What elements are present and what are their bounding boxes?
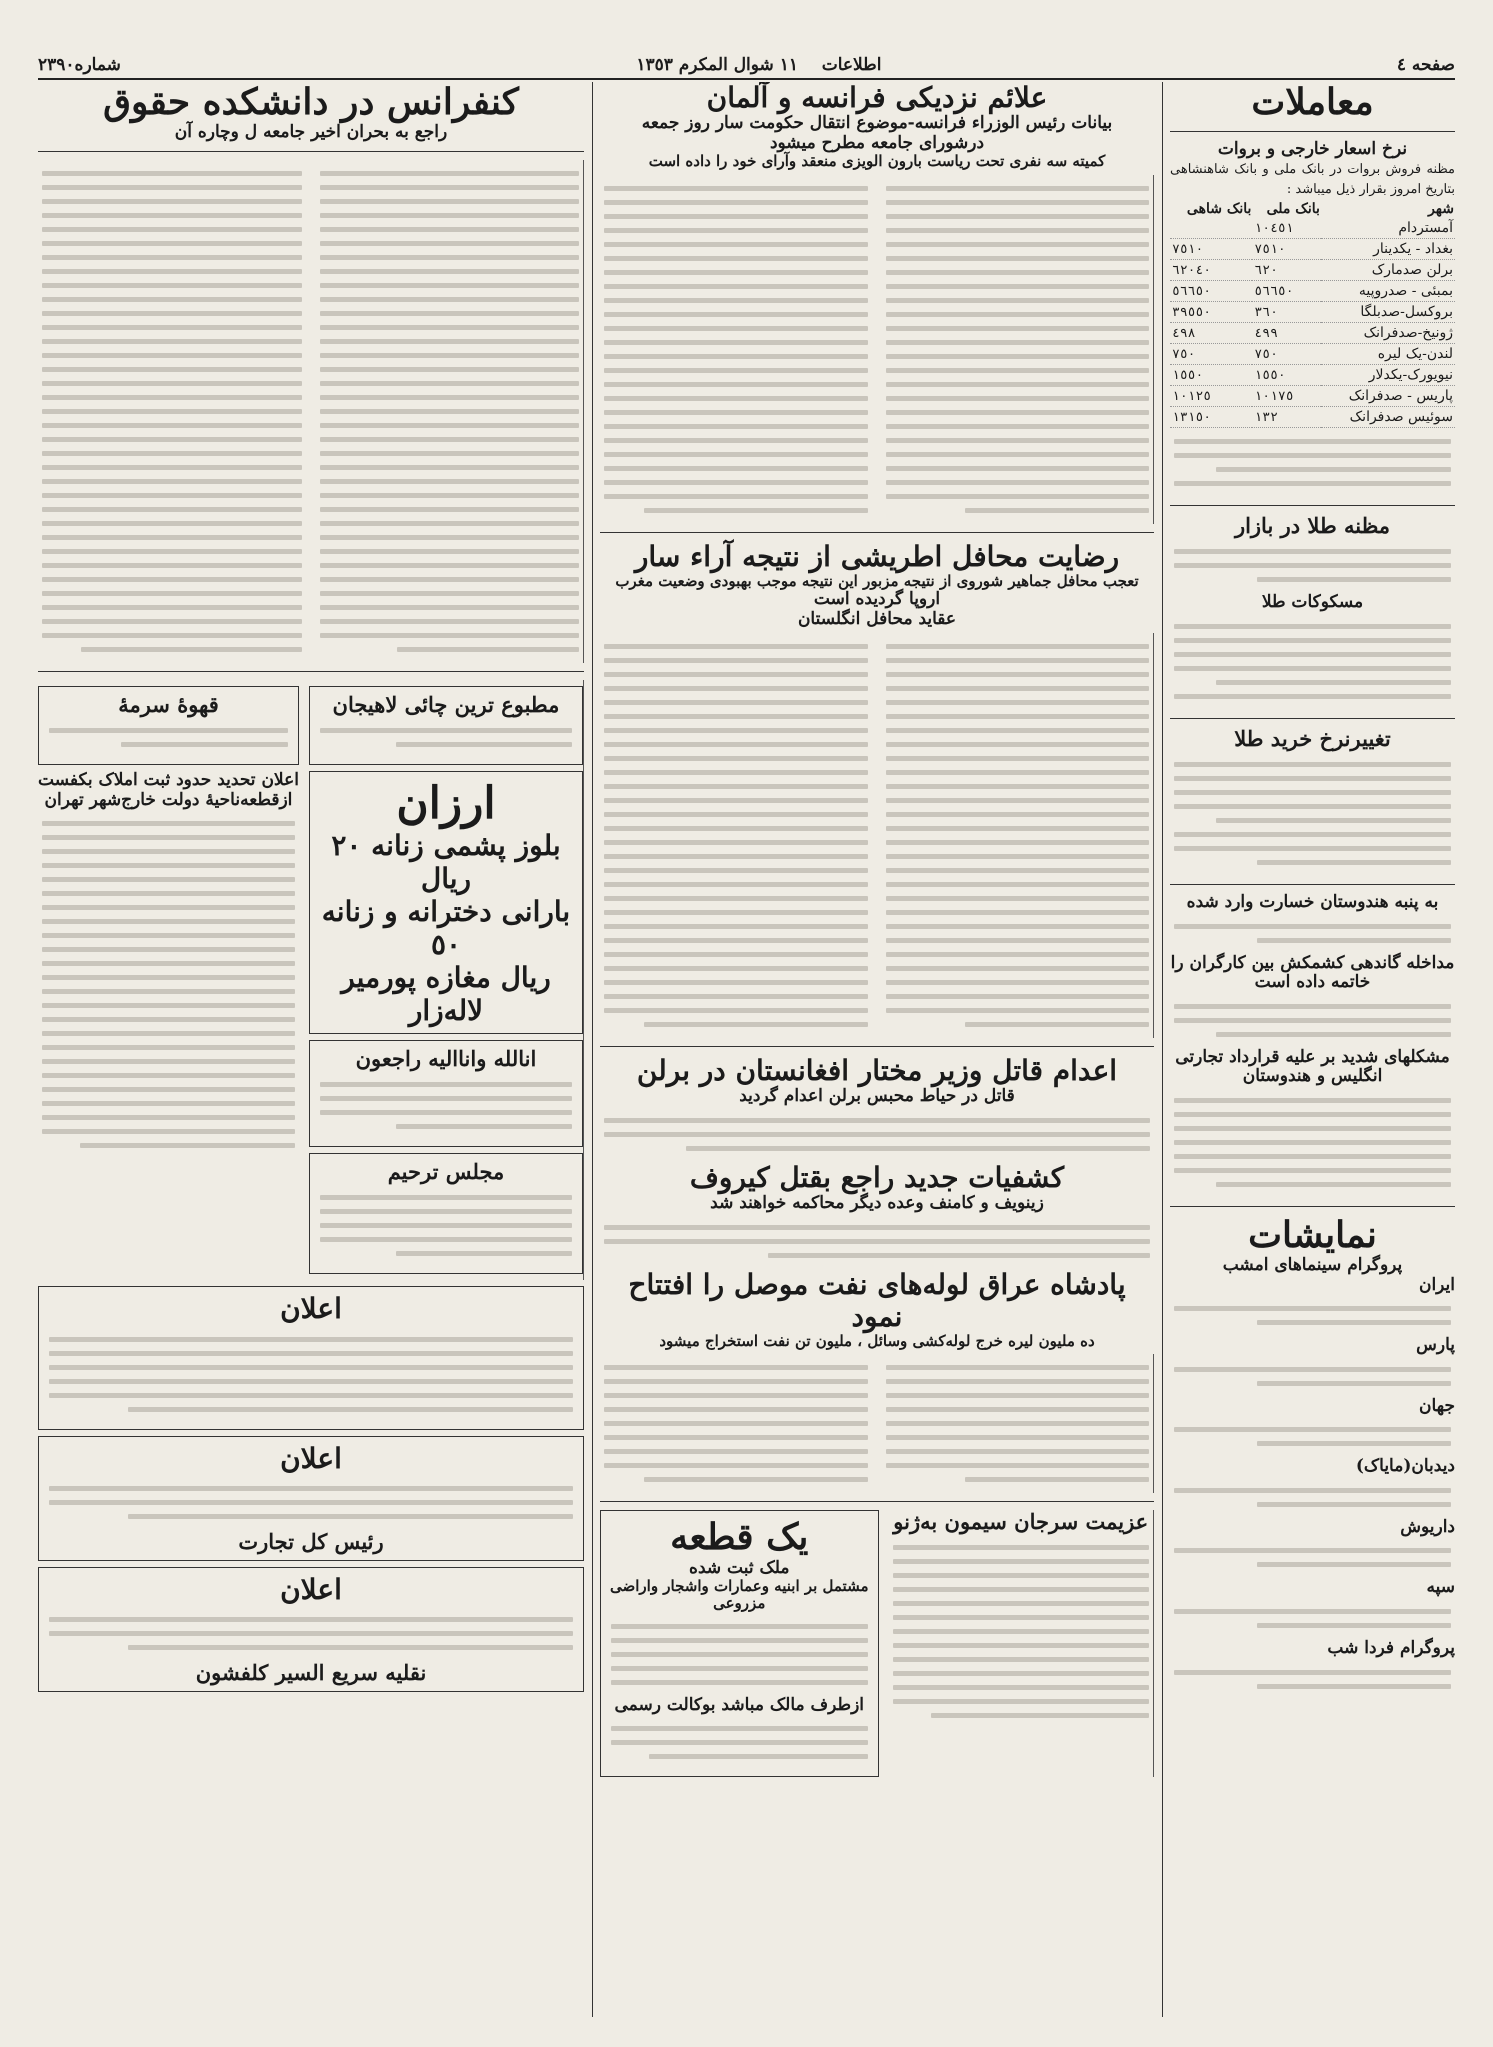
text-block [600,1354,872,1493]
tea-ad [309,686,583,765]
rates-row [1170,218,1455,239]
rates-value: ٧٥٠ [1170,344,1252,365]
subhead: درشورای جامعه مطرح میشود [769,132,985,153]
rates-city: نیویورک-یکدلار [1321,365,1455,386]
rates-city: سوئیس صدفرانک [1321,407,1455,428]
coffee-ad [38,686,299,765]
mourning-notice-2 [309,1153,583,1274]
notice-signer: رئیس کل تجارت [238,1528,384,1554]
cinema-entry [1170,1336,1455,1397]
rates-city: برلن صدمارک [1321,260,1455,281]
rates-row [1170,407,1455,428]
headline-afghan: اعدام قاتل وزیر مختار افغانستان در برلن [636,1054,1118,1088]
rates-row [1170,281,1455,302]
text-block [607,1715,872,1770]
headline-simon: عزیمت سرجان سیمون به‌ژنو [893,1509,1149,1535]
mourning-notice-1 [309,1040,583,1147]
rates-value: ١٣٢ [1252,407,1320,428]
cheap-clothes-ad [309,771,583,1034]
notice-2 [38,1436,584,1561]
rates-value: ٥٦٦٥٠ [1170,281,1252,302]
cinema-entry [1170,1518,1455,1579]
ad-sub: مشتمل بر ابنیه وعمارات واشجار واراضی مزروعی [610,1577,869,1613]
text-block [600,1214,1154,1269]
headline-austria: رضایت محافل اطریشی از نتیجه آراء سار [634,539,1120,573]
section-title: معاملات [1251,82,1374,123]
mourning-title: انالله وانااليه راجعون [355,1046,537,1072]
rates-row [1170,323,1455,344]
rates-value: ١٠١٧٥ [1252,386,1320,407]
text-block [600,1107,1154,1162]
masthead [38,52,1455,80]
cinema-name: داریوش [1400,1516,1455,1537]
rates-value [1170,218,1252,239]
rates-row [1170,239,1455,260]
rates-row [1170,386,1455,407]
cinema-name: ایران [1418,1274,1455,1295]
text-block [882,175,1155,524]
rates-city: آمستردام [1321,218,1455,239]
page-number: صفحه ٤ [1396,55,1455,75]
text-block [1170,428,1455,497]
rates-header: بانک شاهی [1186,201,1252,218]
subhead: قاتل در حیاط محبس برلن اعدام گردید [739,1086,1015,1107]
coffee-ad-title: قهوهٔ سرمهٔ [118,691,219,717]
rates-header: بانک ملی [1266,201,1320,218]
headline-conference: کنفرانس در دانشکده حقوق [103,82,519,123]
paper-name: اطلاعات [821,55,882,75]
shows-title: نمایشات [1248,1213,1377,1256]
text-block [882,633,1155,1038]
rates-value: ١٠٤٥١ [1252,218,1320,239]
rates-intro: مظنه فروش بروات در بانک ملی و بانک شاهنشاهی بتاریخ امروز بقرار ذیل میباشد : [1170,161,1455,198]
text-block [316,160,585,663]
agreement-title: مشکلهای شدید بر علیه قرارداد تجارتی انگلیس و هندوستان [1175,1046,1450,1087]
subhead: کمیته سه نفری تحت ریاست بارون الویزی منعقد وآرای خود را داده است [648,152,1106,171]
text-block [600,175,872,524]
notice-1 [38,1286,584,1429]
cinema-name: پروگرام فردا شب [1327,1638,1455,1658]
deed-sub: ازقطعه‌ناحیهٔ دولت خارج‌شهر تهران [44,789,293,810]
rates-header: شهر [1428,201,1454,218]
rates-value: ٤٩٩ [1252,323,1320,344]
gold-coins-title: مسکوکات طلا [1261,592,1364,613]
rates-value: ١٣١٥٠ [1170,407,1252,428]
notice-signer: نقلیه سریع السیر کلفشون [195,1660,427,1686]
text-block [1170,913,1455,954]
subhead: اروپا گردیده است [813,588,941,609]
cheap-ad-line: بلوز پشمی زنانه ٢٠ ریال [331,829,561,896]
rates-city: بمبئی - صدروپیه [1321,281,1455,302]
tea-ad-title: مطبوع ترین چائی لاهیجان [332,691,560,717]
rates-city: بغداد - یکدینار [1321,239,1455,260]
rates-city: بروکسل-صدبلگا [1321,302,1455,323]
ad-title: یک قطعه [670,1516,809,1559]
rates-value: ٣٦٠ [1252,302,1320,323]
rates-value: ١٠١٢٥ [1170,386,1252,407]
cinema-entry [1170,1639,1455,1700]
gold-market-title: مظنه طلا در بازار [1234,513,1391,539]
text-block [38,160,306,663]
rates-city: پاریس - صدفرانک [1321,386,1455,407]
ad-sub: ازطرف مالک مباشد بوکالت رسمی [614,1694,864,1715]
rates-value: ١٥٥٠ [1252,365,1320,386]
subhead: تعجب محافل جماهیر شوروی از نتیجه مزبور این نتیجه موجب بهبودی وضعیت مغرب [615,571,1139,590]
text-block [38,810,299,1159]
rates-row [1170,365,1455,386]
cinema-entry [1170,1397,1455,1458]
simon-article [889,1510,1155,1777]
text-block [1170,993,1455,1048]
column-left [38,82,584,2017]
subhead: زینویف و کامنف وعده دیگر محاکمه خواهند شد [710,1192,1044,1213]
column-transactions [1170,82,1455,2017]
rates-value: ٧٥١٠ [1170,239,1252,260]
rates-row [1170,260,1455,281]
deed-title: اعلان تحدید حدود ثبت املاک بکفست [38,770,299,791]
mourning-title: مجلس ترحیم [387,1159,505,1185]
cinema-entry [1170,1457,1455,1518]
subhead: ده ملیون لیره خرج لوله‌کشی وسائل ، ملیون تن نفت استخراج میشود [659,1331,1095,1350]
rates-value: ٧٥١٠ [1252,239,1320,260]
rates-heading: نرخ اسعار خارجی و بروات [1217,139,1408,160]
rates-row [1170,344,1455,365]
headline-france-germany: علائم نزدیکی فرانسه و آلمان [706,82,1048,114]
text-block [600,633,872,1038]
notice-title: اعلان [280,1572,342,1606]
issue-date: ١١ شوال المکرم ١٣٥٣ [636,55,798,75]
cinema-name: پارس [1416,1335,1455,1356]
text-block [1170,751,1455,876]
cinema-name: سپه [1426,1577,1455,1598]
cheap-ad-line: ریال مغازه پورمیر لاله‌زار [341,961,551,1028]
ad-sub: ملک ثبت شده [689,1557,790,1578]
text-block [889,1534,1154,1729]
rates-value: ٣٩٥٥٠ [1170,302,1252,323]
subhead: راجع به بحران اخیر جامعه ‌ل وچاره آن [174,122,448,143]
gold-buy-title: تغییرنرخ خرید طلا [1234,725,1391,751]
column-rule [592,82,593,2017]
subhead: عقاید محافل انگلستان [797,608,957,629]
rates-row [1170,302,1455,323]
cinema-title: پروگرام سینماهای امشب [1222,1255,1403,1276]
headline-iraq: پادشاه عراق لوله‌های نفت موصل را افتتاح نمود [628,1267,1126,1333]
column-news [600,82,1154,2017]
notice-3 [38,1567,584,1692]
masthead-center [636,55,881,75]
cheap-ad-line: بارانی دخترانه و زنانه ٥٠ [321,895,571,962]
notice-title: اعلان [280,1441,342,1475]
rates-city: ژونیخ-صدفرانک [1321,323,1455,344]
cinema-entry [1170,1276,1455,1337]
rates-value: ٧٥٠ [1252,344,1320,365]
issue-number: شماره٢٣٩٠ [38,55,121,75]
rates-value: ٦٢٠٤٠ [1170,260,1252,281]
rates-value: ٤٩٨ [1170,323,1252,344]
cheap-ad-title: ارزان [396,778,496,830]
headline-kirov: کشفیات جدید راجع بقتل کیروف [689,1160,1065,1194]
rates-table [1170,200,1455,428]
cotton-title: به پنبه هندوستان خسارت وارد شده [1186,892,1439,913]
text-block [607,1613,872,1696]
text-block [1170,1087,1455,1198]
cinema-name: دیدبان(مایاک) [1355,1456,1455,1477]
intervention-title: مداخله گاندهی کشمکش بین کارگران را خاتمه داده است [1170,952,1455,993]
text-block [1170,613,1455,710]
rates-value: ٥٦٦٥٠ [1252,281,1320,302]
notice-title: اعلان [280,1292,342,1326]
rates-city: لندن-یک لیره [1321,344,1455,365]
text-block [882,1354,1155,1493]
subhead: بیانات رئیس الوزراء فرانسه-موضوع انتقال حکومت سار روز جمعه [641,113,1113,134]
property-ad [600,1510,879,1777]
cinema-name: جهان [1418,1395,1455,1416]
rates-value: ١٥٥٠ [1170,365,1252,386]
cinema-entry [1170,1578,1455,1639]
text-block [1170,538,1455,593]
column-rule [1162,82,1163,2017]
rates-value: ٦٢٠ [1252,260,1320,281]
